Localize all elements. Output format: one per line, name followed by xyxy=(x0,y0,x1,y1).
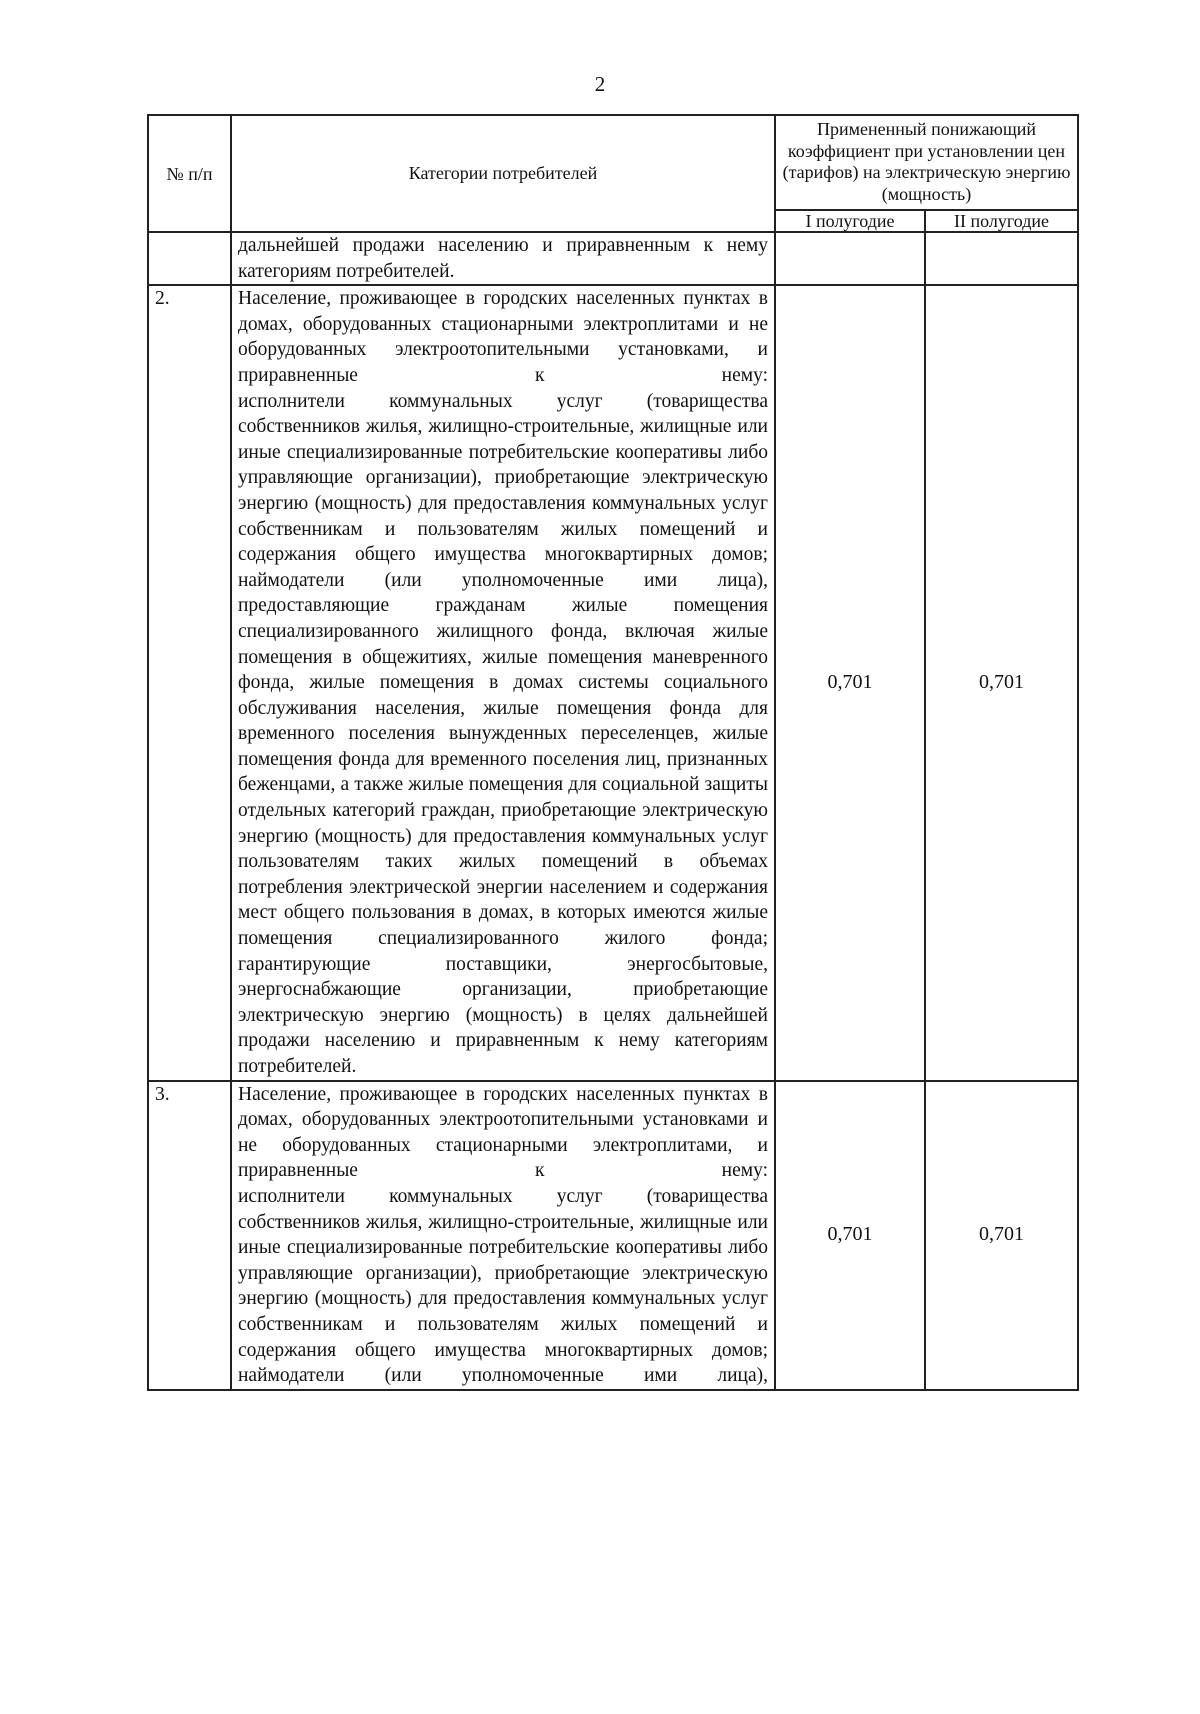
category-paragraph: Население, проживающее в городских населенных пунктах в домах, оборудованных стационарными электроплитами и не оборудованных электроотопительными установками, и приравненные к нему: xyxy=(238,288,768,386)
first-half-coefficient: 0,701 xyxy=(775,285,925,1080)
table-row xyxy=(148,1081,1078,1390)
category-description xyxy=(231,232,775,285)
category-description xyxy=(231,1081,775,1390)
header-number: № п/п xyxy=(148,115,231,232)
table-body xyxy=(148,232,1078,1390)
category-paragraph: исполнители коммунальных услуг (товарищества собственников жилья, жилищно-строительные, жилищные или иные специализированные потребительские кооперативы либо управляющие организации), приобретающие электрическую энергию (мощность) для предоставления коммунальных услуг собственникам и пользователям жилых помещений и содержания общего имущества многоквартирных домов; xyxy=(238,1185,768,1361)
first-half-coefficient: 0,701 xyxy=(775,1081,925,1390)
header-second-half: II полугодие xyxy=(925,210,1078,232)
category-paragraph: исполнители коммунальных услуг (товарищества собственников жилья, жилищно-строительные, жилищные или иные специализированные потребительские кооперативы либо управляющие организации), приобретающие электрическую энергию (мощность) для предоставления коммунальных услуг собственникам и пользователям жилых помещений и содержания общего имущества многоквартирных домов; xyxy=(238,390,768,566)
coefficient-table xyxy=(147,114,1079,1391)
category-paragraph: дальнейшей продажи населению и приравненным к нему категориям потребителей. xyxy=(238,235,768,282)
row-number: 3. xyxy=(148,1081,231,1390)
second-half-coefficient xyxy=(925,232,1078,285)
header-coefficient: Примененный понижающий коэффициент при установлении цен (тарифов) на электрическую энергию (мощность) xyxy=(775,115,1078,210)
header-category: Категории потребителей xyxy=(231,115,775,232)
category-paragraph: гарантирующие поставщики, энергосбытовые, энергоснабжающие организации, приобретающие электрическую энергию (мощность) в целях дальнейшей продажи населению и приравненным к нему категориям потребителей. xyxy=(238,953,768,1077)
first-half-coefficient xyxy=(775,232,925,285)
row-number: 2. xyxy=(148,285,231,1080)
category-paragraph: наймодатели (или уполномоченные ими лица), предоставляющие гражданам жилые помещения специализированного жилищного фонда, включая жилые помещения в общежитиях, жилые помещения маневренного фонда, жилые помещения в домах системы социального обслуживания населения, жилые помещения фонда для временного поселения вынужденных переселенцев, жилые помещения фонда для временного поселения лиц, признанных беженцами, а также жилые помещения для социальной защиты отдельных категорий граждан, приобретающие электрическую энергию (мощность) для предоставления коммунальных услуг пользователям таких жилых помещений в объемах потребления электрической энергии населением и содержания мест общего пользования в домах, в которых имеются жилые помещения специализированного жилого фонда; xyxy=(238,569,768,950)
second-half-coefficient: 0,701 xyxy=(925,285,1078,1080)
category-paragraph: наймодатели (или уполномоченные ими лица), xyxy=(238,1365,768,1387)
table-row xyxy=(148,232,1078,285)
header-first-half: I полугодие xyxy=(775,210,925,232)
second-half-coefficient: 0,701 xyxy=(925,1081,1078,1390)
table-row xyxy=(148,285,1078,1080)
row-number xyxy=(148,232,231,285)
page-number: 2 xyxy=(594,72,606,96)
table-header-row xyxy=(148,115,1078,210)
category-paragraph: Население, проживающее в городских населенных пунктах в домах, оборудованных электроотопительными установками и не оборудованных стационарными электроплитами, и приравненные к нему: xyxy=(238,1083,768,1182)
category-description xyxy=(231,285,775,1080)
